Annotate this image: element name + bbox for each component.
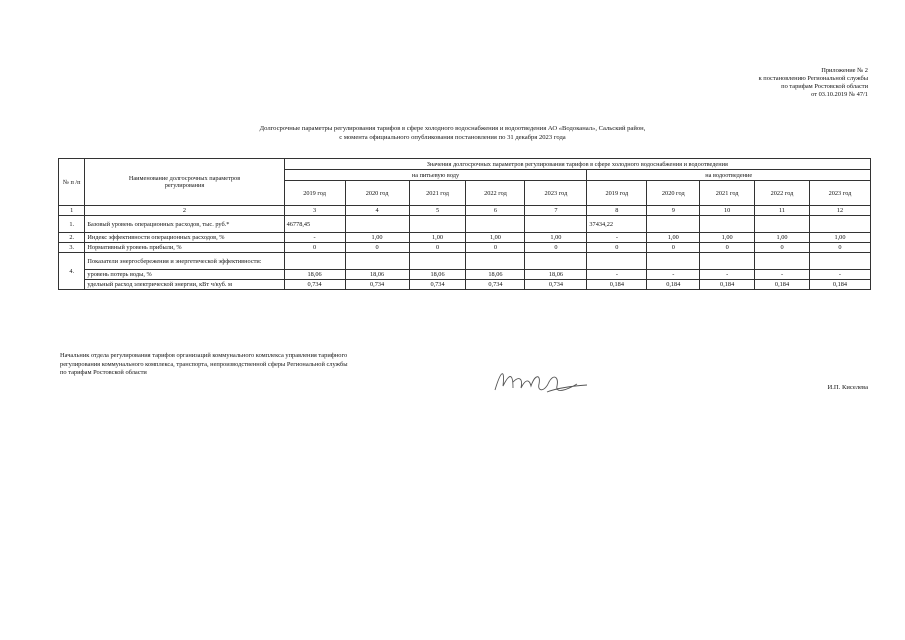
row-value: 1,00: [647, 233, 700, 243]
column-number: 6: [466, 206, 525, 216]
empty-cell: [345, 253, 409, 270]
row-value: 1,00: [409, 233, 466, 243]
header-num: № п /п: [59, 159, 85, 206]
empty-cell: [466, 253, 525, 270]
empty-cell: [700, 253, 755, 270]
header-year: 2023 год: [525, 181, 587, 206]
footer-position: Начальник отдела регулирования тарифов организаций коммунального комплекса управления тарифного регулирования коммунального комплекса, транспорта, непроизводственной сферы Региональной службы по тарифам Ростовской области: [60, 352, 348, 377]
row-value: [755, 216, 810, 233]
row-value: 0,734: [525, 280, 587, 290]
table-row: [59, 270, 871, 280]
row-value: -: [755, 270, 810, 280]
row-value: [466, 216, 525, 233]
row-value: -: [809, 270, 870, 280]
table-row: [59, 280, 871, 290]
signer-name: И.П. Киселева: [827, 384, 868, 391]
row-name: Показатели энергосбережения и энергетической эффективности:: [85, 253, 284, 270]
row-value: [809, 216, 870, 233]
table-row: [59, 216, 871, 233]
row-value: -: [587, 233, 647, 243]
row-value: 18,06: [525, 270, 587, 280]
appendix-line: от 03.10.2019 № 47/1: [811, 91, 868, 98]
header-year: 2021 год: [409, 181, 466, 206]
header-sewage: на водоотведение: [587, 170, 871, 181]
column-number: 12: [809, 206, 870, 216]
row-value: 0: [409, 243, 466, 253]
row-value: 37434,22: [587, 216, 647, 233]
row-value: 18,06: [409, 270, 466, 280]
row-value: 0: [809, 243, 870, 253]
row-value: 18,06: [284, 270, 345, 280]
appendix-line: к постановлению Региональной службы: [758, 75, 868, 82]
row-value: 0,184: [700, 280, 755, 290]
empty-cell: [755, 253, 810, 270]
row-value: -: [587, 270, 647, 280]
header-group: Значения долгосрочных параметров регулирования тарифов в сфере холодного водоснабжения и водоотведения: [284, 159, 870, 170]
row-value: 0: [647, 243, 700, 253]
row-value: 1,00: [525, 233, 587, 243]
row-value: 1,00: [700, 233, 755, 243]
header-year: 2021 год: [700, 181, 755, 206]
row-value: 0,734: [284, 280, 345, 290]
row-value: [647, 216, 700, 233]
row-value: 0: [700, 243, 755, 253]
row-value: -: [700, 270, 755, 280]
row-value: 0,734: [345, 280, 409, 290]
row-value: 0: [345, 243, 409, 253]
row-value: [345, 216, 409, 233]
row-value: 0: [755, 243, 810, 253]
row-value: 0,184: [647, 280, 700, 290]
column-number: 2: [85, 206, 284, 216]
table-row: [59, 253, 871, 270]
appendix-line: по тарифам Ростовской области: [781, 83, 868, 90]
row-value: 1,00: [809, 233, 870, 243]
appendix-block: [759, 67, 868, 99]
table-row: [59, 243, 871, 253]
empty-cell: [284, 253, 345, 270]
column-number: 7: [525, 206, 587, 216]
header-name: Наименование долгосрочных параметров регулирования: [85, 159, 284, 206]
row-name: Базовый уровень операционных расходов, тыс. руб.*: [85, 216, 284, 233]
empty-cell: [525, 253, 587, 270]
header-year: 2019 год: [284, 181, 345, 206]
row-name: Нормативный уровень прибыли, %: [85, 243, 284, 253]
row-value: 18,06: [466, 270, 525, 280]
row-value: 0,734: [466, 280, 525, 290]
row-value: 0: [525, 243, 587, 253]
row-value: 0,184: [755, 280, 810, 290]
row-value: -: [647, 270, 700, 280]
row-value: 46778,45: [284, 216, 345, 233]
title-line-2: с момента официального опубликования постановления по 31 декабря 2023 года: [339, 134, 566, 141]
document-title: [0, 124, 905, 142]
column-number: 5: [409, 206, 466, 216]
parameters-table: [58, 158, 871, 290]
row-name: Индекс эффективности операционных расходов, %: [85, 233, 284, 243]
empty-cell: [809, 253, 870, 270]
column-number: 9: [647, 206, 700, 216]
column-number: 1: [59, 206, 85, 216]
header-year: 2019 год: [587, 181, 647, 206]
empty-cell: [647, 253, 700, 270]
header-year: 2022 год: [466, 181, 525, 206]
row-value: 0: [587, 243, 647, 253]
table-row: [59, 233, 871, 243]
row-value: [525, 216, 587, 233]
row-name: уровень потерь воды, %: [85, 270, 284, 280]
column-number: 3: [284, 206, 345, 216]
row-num: 1.: [59, 216, 85, 233]
row-value: [409, 216, 466, 233]
appendix-line: Приложение № 2: [821, 67, 868, 74]
row-value: 0: [284, 243, 345, 253]
row-value: 18,06: [345, 270, 409, 280]
row-value: 0,184: [587, 280, 647, 290]
header-water: на питьевую воду: [284, 170, 587, 181]
column-number: 10: [700, 206, 755, 216]
row-value: 0: [466, 243, 525, 253]
title-line-1: Долгосрочные параметры регулирования тарифов в сфере холодного водоснабжения и водоотведения АО «Водоканал», Сальский район,: [259, 125, 646, 132]
row-value: 1,00: [345, 233, 409, 243]
empty-cell: [409, 253, 466, 270]
empty-cell: [587, 253, 647, 270]
header-year: 2022 год: [755, 181, 810, 206]
column-number: 11: [755, 206, 810, 216]
header-year: 2020 год: [647, 181, 700, 206]
row-value: [700, 216, 755, 233]
row-num: 4.: [59, 253, 85, 290]
column-number: 8: [587, 206, 647, 216]
row-value: 1,00: [755, 233, 810, 243]
header-year: 2020 год: [345, 181, 409, 206]
row-num: 2.: [59, 233, 85, 243]
row-value: 0,734: [409, 280, 466, 290]
row-num: 3.: [59, 243, 85, 253]
row-value: 0,184: [809, 280, 870, 290]
column-number: 4: [345, 206, 409, 216]
row-name: удельный расход электрической энергии, кВт ч/куб. м: [85, 280, 284, 290]
row-value: -: [284, 233, 345, 243]
row-value: 1,00: [466, 233, 525, 243]
signature: [487, 360, 597, 400]
header-year: 2023 год: [809, 181, 870, 206]
